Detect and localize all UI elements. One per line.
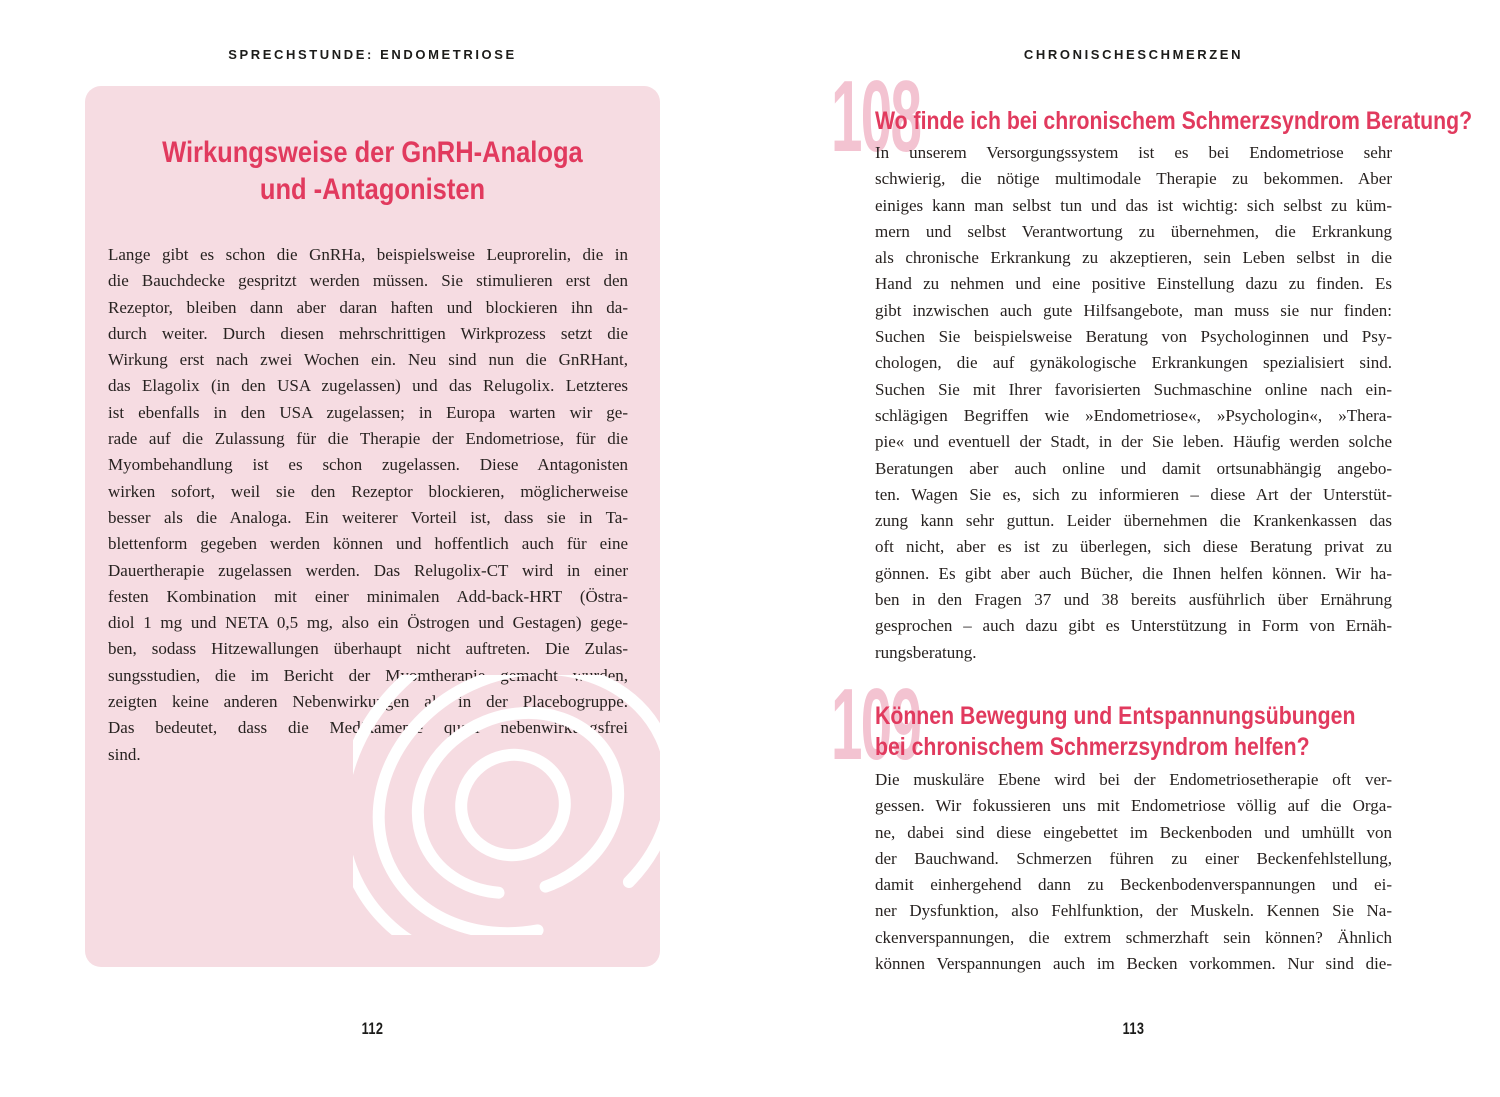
text-line-content: besser als die Analoga. Ein weiterer Vorteil ist, dass sie in Ta- [108, 507, 628, 527]
text-line [108, 636, 628, 662]
question-body-108 [875, 140, 1392, 666]
text-line-content: zeigten keine anderen Nebenwirkungen als in der Placebogruppe. [108, 692, 628, 712]
text-line-content: Rezeptor, bleiben dann aber daran haften und blockieren ihn da- [108, 297, 628, 317]
text-line [875, 640, 1392, 666]
text-line-content: Die muskuläre Ebene wird bei der Endometriosetherapie oft ver- [875, 770, 1392, 789]
text-line [875, 193, 1392, 219]
text-line [875, 846, 1392, 872]
page-number-left [85, 1019, 660, 1039]
text-line-content: gibt inzwischen auch gute Hilfsangebote, man muss sie nur finden: [875, 300, 1392, 320]
text-line [875, 793, 1392, 819]
text-line-content: Das bedeutet, dass die Medikamente quasi nebenwirkungsfrei [108, 718, 628, 738]
text-line-content: rungsberatung. [875, 642, 977, 662]
text-line [875, 429, 1392, 455]
question-title-108 [875, 106, 1500, 137]
page-number-left-text: 112 [361, 1019, 384, 1038]
text-line-content: durch weiter. Durch diesen mehrschrittigen Wirkprozess setzt die [108, 323, 628, 343]
text-line [875, 377, 1392, 403]
text-line [875, 925, 1392, 951]
page-number-right-text: 113 [1122, 1019, 1145, 1038]
text-line [108, 347, 628, 373]
text-line [108, 584, 628, 610]
text-line [108, 452, 628, 478]
text-line [108, 531, 628, 557]
info-box-title-line [85, 171, 660, 208]
text-line [875, 245, 1392, 271]
text-line-content: gesprochen – auch dazu gibt es Unterstützung in Form von Ernäh- [875, 616, 1392, 636]
text-line [108, 505, 628, 531]
text-line-content: als chronische Erkrankung zu akzeptieren, sein Leben selbst in die [875, 248, 1392, 268]
question-number-109: 109 [831, 669, 921, 781]
text-line-content: gessen. Wir fokussieren uns mit Endometriose völlig auf die Orga- [875, 796, 1392, 816]
text-line [108, 400, 628, 426]
info-box-title [85, 134, 660, 208]
text-line-content: Hand zu nehmen und eine positive Einstellung dazu zu finden. Es [875, 274, 1392, 294]
text-line [875, 898, 1392, 924]
text-line-content: mern und selbst Verantwortung zu übernehmen, die Erkrankung [875, 221, 1392, 241]
text-line-content: rade auf die Zulassung für die Therapie der Endometriose, für die [108, 429, 628, 449]
text-line-content: Myombehandlung ist es schon zugelassen. Diese Antagonisten [108, 455, 628, 475]
text-line [108, 558, 628, 584]
text-line [875, 482, 1392, 508]
text-line [875, 732, 1440, 763]
text-line [108, 321, 628, 347]
text-line [875, 298, 1392, 324]
text-line-content: ne, dabei sind diese eingebettet im Beckenboden und umhüllt von [875, 822, 1392, 842]
text-line-content: die Bauchdecke gespritzt werden müssen. Sie stimulieren erst den [108, 271, 628, 291]
text-line-content: einiges kann man selbst tun und das ist wichtig: sich selbst zu küm- [875, 195, 1392, 215]
text-line-content: pie« und eventuell der Stadt, in der Sie leben. Häufig werden solche [875, 432, 1392, 452]
text-line-content: ner Dysfunktion, also Fehlfunktion, der Muskeln. Kennen Sie Na- [875, 901, 1392, 921]
text-line [875, 106, 1500, 137]
text-line-content: damit einhergehend dann zu Beckenbodenverspannungen und ei- [875, 875, 1392, 895]
text-line [875, 561, 1392, 587]
text-line-content: In unserem Versorgungssystem ist es bei Endometriose sehr [875, 143, 1392, 162]
text-line [875, 350, 1392, 376]
text-line-content: sungsstudien, die im Bericht der Myomtherapie gemacht wurden, [108, 665, 628, 685]
text-line-content: ten. Wagen Sie es, sich zu informieren – diese Art der Unterstüt- [875, 484, 1392, 504]
text-line-content: das Elagolix (in den USA zugelassen) und das Relugolix. Letzteres [108, 376, 628, 396]
text-line-content: ben in den Fragen 37 und 38 bereits ausführlich über Ernährung [875, 590, 1392, 610]
text-line-content: Wo finde ich bei chronischem Schmerzsyndrom Beratung? [875, 107, 1473, 135]
text-line-content: diol 1 mg und NETA 0,5 mg, also ein Östrogen und Gestagen) gege- [108, 613, 628, 633]
text-line-content: Können Bewegung und Entspannungsübungen [875, 702, 1356, 730]
text-line [875, 166, 1392, 192]
text-line [875, 456, 1392, 482]
text-line [108, 242, 628, 268]
text-line-content: ist ebenfalls in den USA zugelassen; in Europa warten wir ge- [108, 402, 628, 422]
text-line-content: oft nicht, aber es ist zu überlegen, sich diese Beratung privat zu [875, 537, 1392, 557]
text-line-content: schwierig, die nötige multimodale Therapie zu bekommen. Aber [875, 169, 1392, 189]
text-line-content: blettenform gegeben werden können und hoffentlich auch für eine [108, 534, 628, 554]
text-line-content: wirken sofort, weil sie den Rezeptor blockieren, möglicherweise [108, 481, 628, 501]
text-line [108, 268, 628, 294]
text-line-content: Beratungen aber auch online und damit ortsunabhängig angebo- [875, 458, 1392, 478]
text-line [875, 508, 1392, 534]
question-number-108: 108 [831, 61, 921, 173]
info-box-title-text: und -Antagonisten [259, 173, 486, 206]
text-line-content: Suchen Sie mit Ihrer favorisierten Suchmaschine online nach ein- [875, 379, 1392, 399]
text-line [875, 534, 1392, 560]
text-line [875, 403, 1392, 429]
text-line-content: ckenverspannungen, die extrem schmerzhaft sein können? Ähnlich [875, 927, 1392, 947]
running-head-left: SPRECHSTUNDE: ENDOMETRIOSE [228, 47, 517, 62]
text-line [875, 140, 1392, 166]
text-line [108, 295, 628, 321]
text-line [875, 324, 1392, 350]
text-line-content: chologen, die auf gynäkologische Erkrankungen spezialisiert sind. [875, 353, 1392, 373]
text-line [875, 951, 1392, 977]
page-number-right [875, 1019, 1392, 1039]
text-line [875, 872, 1392, 898]
text-line-content: ben, sodass Hitzewallungen überhaupt nicht auftreten. Die Zulas- [108, 639, 628, 659]
running-head-right: CHRONISCHESCHMERZEN [1023, 47, 1244, 62]
text-line [108, 479, 628, 505]
question-title-109 [875, 701, 1440, 763]
text-line [875, 587, 1392, 613]
info-box [85, 86, 660, 967]
text-line-content: sind. [108, 744, 141, 764]
text-line [875, 613, 1392, 639]
text-line [875, 271, 1392, 297]
text-line-content: bei chronischem Schmerzsyndrom helfen? [875, 733, 1310, 761]
text-line-content: Lange gibt es schon die GnRHa, beispielsweise Leuprorelin, die in [108, 245, 628, 264]
text-line-content: der Bauchwand. Schmerzen führen zu einer Beckenfehlstellung, [875, 848, 1392, 868]
text-line-content: Suchen Sie beispielsweise Beratung von Psychologinnen und Psy- [875, 327, 1392, 347]
text-line-content: festen Kombination mit einer minimalen Add-back-HRT (Östra- [108, 586, 628, 606]
text-line [108, 373, 628, 399]
text-line-content: Wirkung erst nach zwei Wochen ein. Neu sind nun die GnRHant, [108, 350, 628, 370]
text-line [108, 426, 628, 452]
text-line-content: gönnen. Es gibt aber auch Bücher, die Ihnen helfen können. Wir ha- [875, 563, 1392, 583]
text-line-content: Dauertherapie zugelassen werden. Das Relugolix-CT wird in einer [108, 560, 628, 580]
info-box-title-text: Wirkungsweise der GnRH-Analoga [162, 136, 583, 169]
spiral-doodle-graphic [353, 675, 660, 935]
text-line [108, 610, 628, 636]
question-body-109 [875, 767, 1392, 977]
text-line [875, 701, 1440, 732]
text-line-content: schlägigen Begriffen wie »Endometriose«, »Psychologin«, »Thera- [875, 405, 1392, 425]
text-line-content: können Verspannungen auch im Becken vorkommen. Nur sind die- [875, 954, 1392, 974]
text-line-content: zung kann sehr guttun. Leider übernehmen die Krankenkassen das [875, 511, 1392, 531]
text-line [875, 767, 1392, 793]
text-line [875, 219, 1392, 245]
text-line [875, 820, 1392, 846]
info-box-title-line [85, 134, 660, 171]
